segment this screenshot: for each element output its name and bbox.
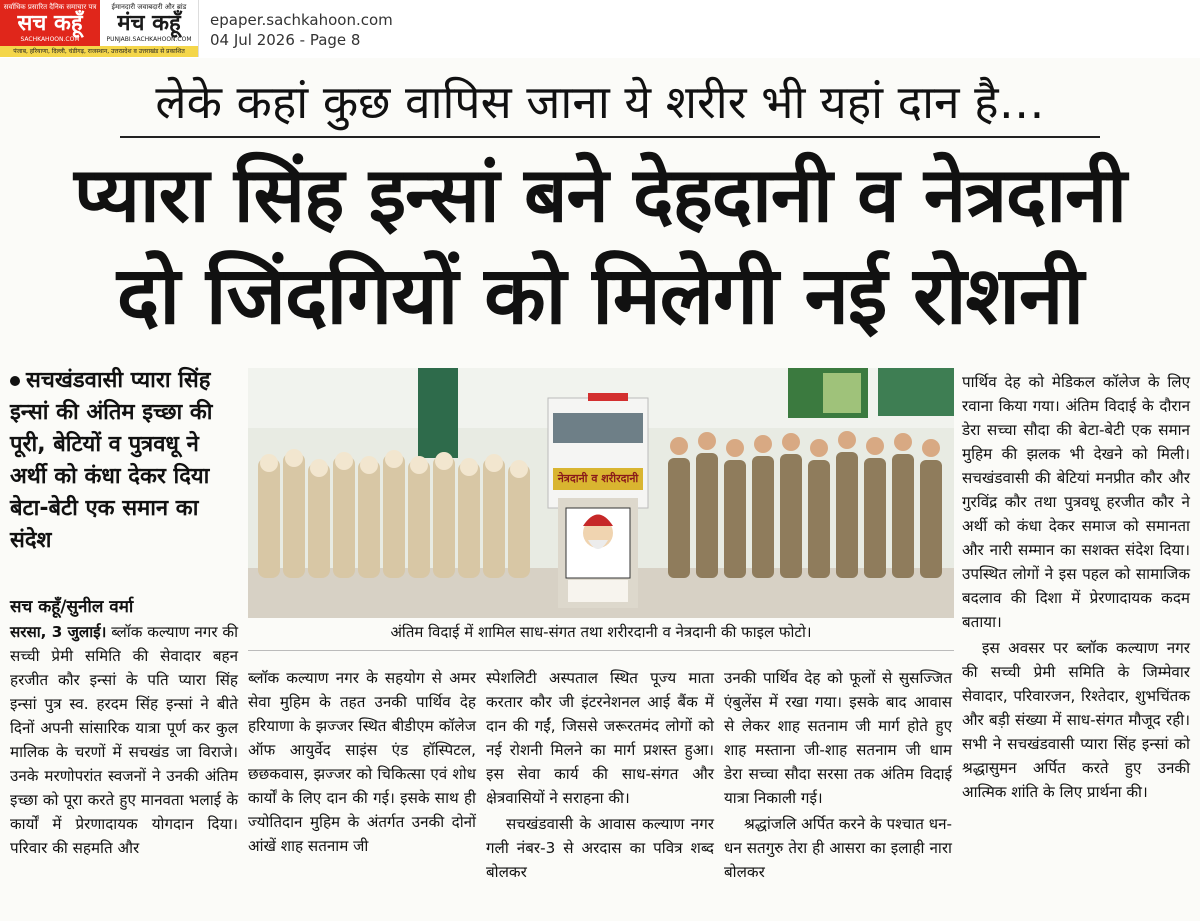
logo2-name: मंच कहूँ <box>117 11 181 36</box>
logo-site: SACHKAHOON.COM <box>20 36 80 43</box>
article-column-5 <box>962 370 1190 804</box>
epaper-date-page: 04 Jul 2026 - Page 8 <box>210 31 361 49</box>
logo-name: सच कहूँ <box>17 11 83 36</box>
caption-rule <box>248 650 954 651</box>
bullet-icon <box>10 376 20 386</box>
article-column-1 <box>10 620 238 860</box>
epaper-site[interactable]: epaper.sachkahoon.com <box>210 11 393 29</box>
article-column-4 <box>724 666 952 884</box>
headline-line1: प्यारा सिंह इन्सां बने देहदानी व नेत्रदानी <box>74 150 1126 239</box>
dateline: सरसा, 3 जुलाई। <box>10 623 107 641</box>
column-3-para-1: स्पेशलिटी अस्पताल स्थित पूज्य माता करतार कौर जी इंटरनेशनल आई बैंक में दान की गईं, जिससे जरूरतमंद लोगों को नई रोशनी मिलने का मार्ग प्रशस्त हुआ। इस सेवा कार्य की साध-संगत और क्षेत्रवासियों ने सराहना की। <box>486 669 714 807</box>
masthead <box>0 0 1200 58</box>
photo-caption: अंतिम विदाई में शामिल साध-संगत तथा शरीरदानी व नेत्रदानी की फाइल फोटो। <box>390 623 812 641</box>
column-4-para-2: श्रद्धांजलि अर्पित करने के पश्चात धन-धन सतगुरु तेरा ही आसरा का इलाही नारा बोलकर <box>724 815 952 881</box>
logo-tagline: सर्वाधिक प्रसारित दैनिक समाचार पत्र <box>3 3 97 11</box>
highlight-text: सचखंडवासी प्यारा सिंह इन्सां की अंतिम इच्छा की पूरी, बेटियों व पुत्रवधू ने अर्थी को कंधा देकर दिया बेटा-बेटी एक समान का संदेश <box>10 368 213 553</box>
column-4-para-1: उनकी पार्थिव देह को फूलों से सुसज्जित एंबुलेंस में रखा गया। इसके बाद आवास से लेकर शाह सतनाम जी मार्ग होते हुए शाह मस्ताना जी-शाह सतनाम जी धाम डेरा सच्चा सौदा सरसा तक अंतिम विदाई यात्रा निकाली गई। <box>724 669 952 807</box>
column-5-para-1: पार्थिव देह को मेडिकल कॉलेज के लिए रवाना किया गया। अंतिम विदाई के दौरान डेरा सच्चा सौदा की बेटा-बेटी एक समान मुहिम की झलक भी देखने को मिली। सचखंडवासी की बेटियां मनप्रीत कौर और गुरविंद्र कौर तथा पुत्रवधू हरजीत कौर ने अर्थी को कंधा देकर समाज को समानता और नारी सम्मान का सशक्त संदेश दिया। उपस्थित लोगों ने इस पहल को सामाजिक बदलाव की दिशा में प्रेरणादायक कदम बताया। <box>962 373 1190 631</box>
article-photo[interactable] <box>248 368 954 618</box>
logo2-tagline: ईमानदारी जवाबदारी और ब्रांड <box>111 3 187 11</box>
logo2-site: PUNJABI.SACHKAHOON.COM <box>106 36 192 43</box>
byline: सच कहूँ/सुनील वर्मा <box>10 597 134 617</box>
photo-illustration <box>248 368 954 618</box>
column-5-para-2: इस अवसर पर ब्लॉक कल्याण नगर की सच्ची प्रेमी समिति के जिम्मेवार सेवादार, परिवारजन, रिश्तेदार, शुभचिंतक और बड़ी संख्या में साध-संगत मौजूद रही। सभी ने सचखंडवासी प्यारा सिंह इन्सां को श्रद्धासुमन अर्पित करते हुए उनकी आत्मिक शांति के लिए प्रार्थना की। <box>962 639 1190 801</box>
photo-banner: नेत्रदानी व शरीरदानी <box>557 472 639 485</box>
article-kicker: लेके कहां कुछ वापिस जाना ये शरीर भी यहां दान है… <box>155 75 1045 129</box>
epaper-meta <box>210 10 393 50</box>
column-3-para-2: सचखंडवासी के आवास कल्याण नगर गली नंबर-3 से अरदास का पवित्र शब्द बोलकर <box>486 815 714 881</box>
editions-strip: पंजाब, हरियाणा, दिल्ली, चंडीगढ़, राजस्थान, उत्तरप्रदेश व उत्तराखंड से प्रकाशित <box>0 46 198 57</box>
article-column-2: ब्लॉक कल्याण नगर के सहयोग से अमर सेवा मुहिम के तहत उनकी पार्थिव देह हरियाणा के झज्जर स्थित बीडीएम कॉलेज ऑफ आयुर्वेद साइंस एंड हॉस्पिटल, छछकवास, झज्जर को चिकित्सा एवं शोध कार्यों के लिए दान की गई। इसके साथ ही ज्योतिदान मुहिम के अंतर्गत उनकी दोनों आंखें शाह सतनाम जी <box>248 669 476 855</box>
article-column-3 <box>486 666 714 884</box>
headline-line2: दो जिंदगियों को मिलेगी नई रोशनी <box>116 249 1084 342</box>
kicker-rule <box>120 136 1100 138</box>
column-1-text: ब्लॉक कल्याण नगर की सच्ची प्रेमी समिति की सेवादार बहन हरजीत कौर इन्सां के पति प्यारा सिंह इन्सां पुत्र स्व. हरदम सिंह इन्सां ने बीते दिनों अपनी सांसारिक यात्रा पूर्ण कर कुल मालिक के चरणों में सचखंड जा विराजे। उनके मरणोपरांत स्वजनों ने उनकी अंतिम इच्छा को पूरा करते हुए मानवता भलाई के कार्यों में प्रेरणादायक योगदान दिया। परिवार की सहमति और <box>10 623 238 857</box>
highlight-box <box>10 365 238 557</box>
